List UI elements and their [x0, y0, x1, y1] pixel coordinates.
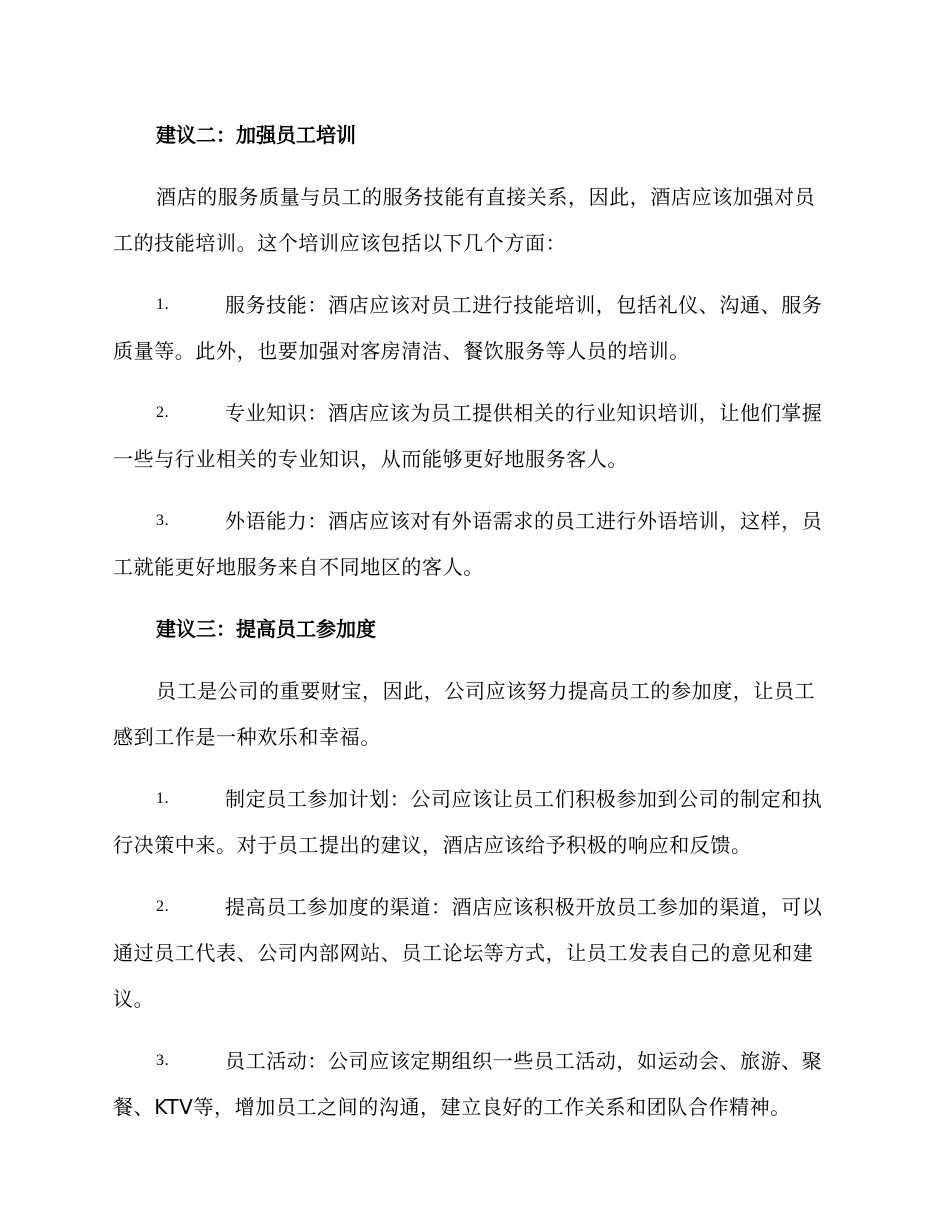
list-item-text: 专业知识：酒店应该为员工提供相关的行业知识培训，让他们掌握一些与行业相关的专业知识，从而能够更好地服务客人。	[113, 401, 823, 471]
list-item	[113, 776, 835, 868]
section-intro-paragraph: 酒店的服务质量与员工的服务技能有直接关系，因此，酒店应该加强对员工的技能培训。这个培训应该包括以下几个方面：	[113, 185, 816, 255]
list-number: 2.	[156, 898, 170, 915]
list-item-text: 外语能力：酒店应该对有外语需求的员工进行外语培训，这样，员工就能更好地服务来自不同地区的客人。	[113, 509, 823, 579]
list-number: 1.	[156, 296, 170, 313]
document-page	[113, 112, 835, 1146]
section-intro-paragraph: 员工是公司的重要财宝，因此，公司应该努力提高员工的参加度，让员工感到工作是一种欢乐和幸福。	[113, 679, 816, 749]
list-item-text: 制定员工参加计划：公司应该让员工们积极参加到公司的制定和执行决策中来。对于员工提出的建议，酒店应该给予积极的响应和反馈。	[113, 787, 823, 857]
section-heading: 建议三：提高员工参加度	[156, 617, 376, 641]
list-item-text: 员工活动：公司应该定期组织一些员工活动，如运动会、旅游、聚餐、KTV等，增加员工之间的沟通，建立良好的工作关系和团队合作精神。	[113, 1049, 823, 1119]
section-heading: 建议二：加强员工培训	[156, 123, 356, 147]
list-item-text: 提高员工参加度的渠道：酒店应该积极开放员工参加的渠道，可以通过员工代表、公司内部网站、员工论坛等方式，让员工发表自己的意见和建议。	[113, 895, 823, 1011]
list-item	[113, 282, 835, 374]
list-number: 3.	[156, 512, 170, 529]
list-item	[113, 498, 835, 590]
list-item	[113, 1038, 835, 1130]
list-number: 3.	[156, 1052, 170, 1069]
list-item	[113, 884, 835, 1022]
list-item	[113, 390, 835, 482]
list-number: 2.	[156, 404, 170, 421]
list-number: 1.	[156, 790, 170, 807]
list-item-text: 服务技能：酒店应该对员工进行技能培训，包括礼仪、沟通、服务质量等。此外，也要加强对客房清洁、餐饮服务等人员的培训。	[113, 293, 823, 363]
